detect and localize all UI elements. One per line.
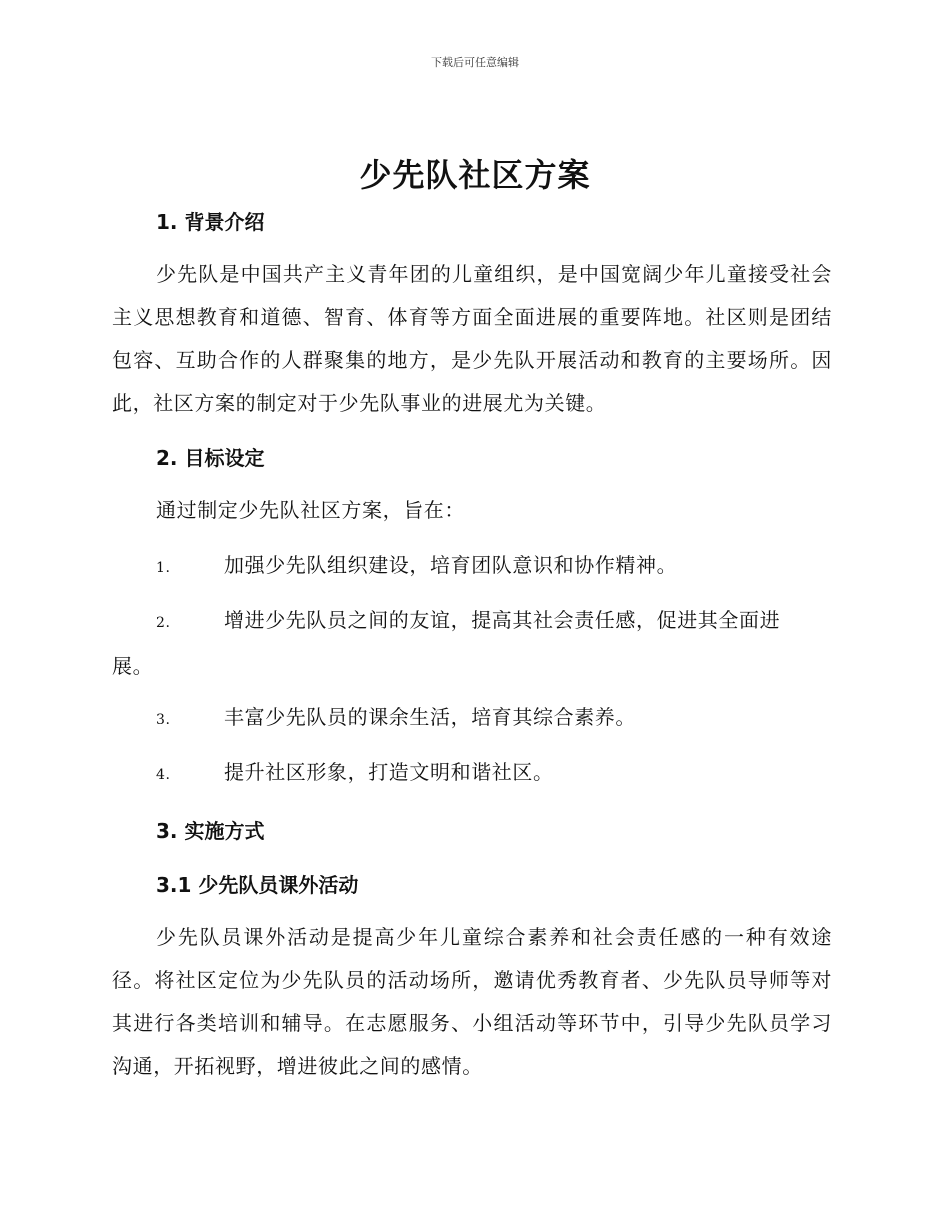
section-heading-background: 1. 背景介绍 (156, 210, 265, 234)
subsection-heading-activities: 3.1 少先队员课外活动 (156, 873, 359, 897)
background-paragraph: 少先队是中国共产主义青年团的儿童组织，是中国宽阔少年儿童接受社会主义思想教育和道德、智育、体育等方面全面进展的重要阵地。社区则是团结包容、互助合作的人群聚集的地方，是少先队开展活动和教育的主要场所。因此，社区方案的制定对于少先队事业的进展尤为关键。 (112, 262, 832, 415)
goal-item-4 (112, 751, 832, 797)
goal-number: 1. (156, 560, 171, 576)
goal-item-3 (112, 696, 832, 742)
goal-item-1 (112, 544, 832, 590)
goal-text-continuation: 展。 (112, 654, 154, 678)
goal-number: 4. (156, 767, 171, 783)
goal-number: 2. (156, 615, 171, 631)
goal-text: 增进少先队员之间的友谊，提高其社会责任感，促进其全面进 (224, 608, 781, 632)
document-title: 少先队社区方案 (359, 156, 591, 194)
goal-text: 加强少先队组织建设，培育团队意识和协作精神。 (224, 553, 678, 577)
header-note: 下载后可任意编辑 (431, 56, 519, 69)
goal-text: 丰富少先队员的课余生活，培育其综合素养。 (224, 705, 636, 729)
goal-item-2 (112, 599, 832, 688)
section-heading-goals: 2. 目标设定 (156, 446, 265, 470)
section-heading-methods: 3. 实施方式 (156, 819, 265, 843)
goal-text: 提升社区形象，打造文明和谐社区。 (224, 760, 554, 784)
activities-paragraph: 少先队员课外活动是提高少年儿童综合素养和社会责任感的一种有效途径。将社区定位为少先队员的活动场所，邀请优秀教育者、少先队员导师等对其进行各类培训和辅导。在志愿服务、小组活动等环节中，引导少先队员学习沟通，开拓视野，增进彼此之间的感情。 (112, 925, 832, 1078)
goals-intro: 通过制定少先队社区方案，旨在： (156, 498, 465, 522)
goal-number: 3. (156, 712, 171, 728)
